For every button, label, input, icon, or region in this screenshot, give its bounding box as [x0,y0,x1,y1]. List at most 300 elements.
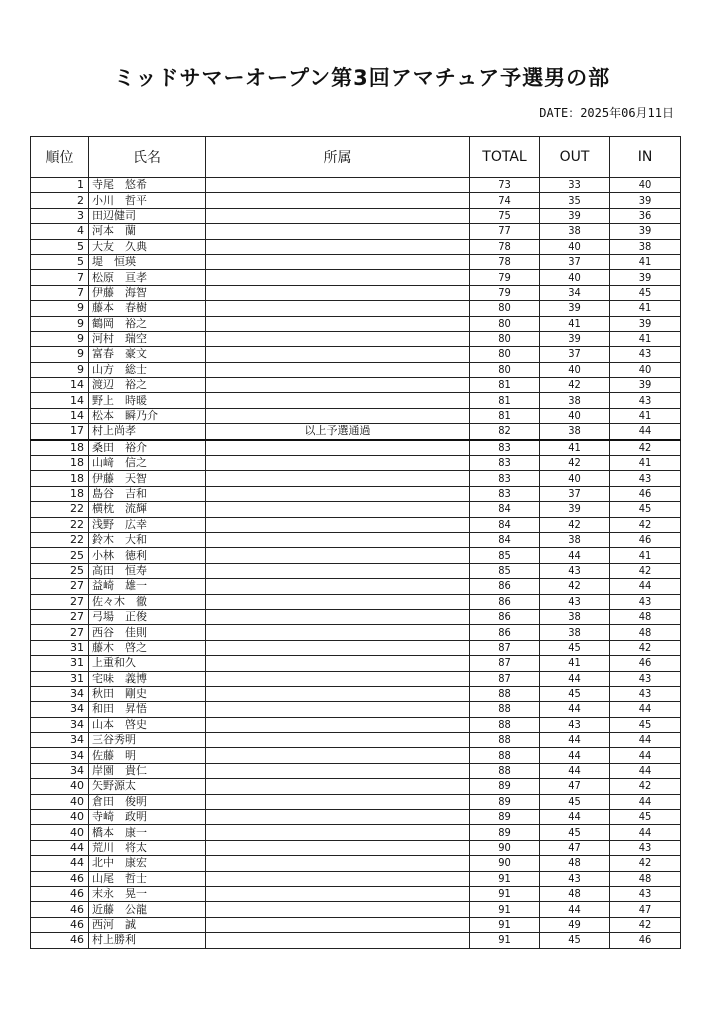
in-cell: 43 [610,686,681,701]
table-row [31,702,681,717]
rank-cell: 46 [31,933,89,948]
in-cell: 42 [610,917,681,932]
affiliation-cell [206,902,470,917]
in-cell: 41 [610,548,681,563]
rank-cell: 34 [31,763,89,778]
out-cell: 44 [540,810,610,825]
table-row [31,871,681,886]
in-cell: 47 [610,902,681,917]
name-cell: 野上 時暖 [89,393,206,408]
total-cell: 89 [470,794,540,809]
out-cell: 39 [540,331,610,346]
name-cell: 富春 豪文 [89,347,206,362]
name-cell: 浅野 広幸 [89,517,206,532]
table-row [31,563,681,578]
header-rank: 順位 [31,137,89,178]
table-row [31,548,681,563]
out-cell: 41 [540,316,610,331]
name-cell: 寺崎 政明 [89,810,206,825]
rank-cell: 9 [31,316,89,331]
out-cell: 35 [540,193,610,208]
total-cell: 87 [470,671,540,686]
affiliation-cell [206,640,470,655]
table-row [31,933,681,948]
out-cell: 33 [540,178,610,193]
in-cell: 42 [610,779,681,794]
out-cell: 43 [540,717,610,732]
out-cell: 39 [540,301,610,316]
table-row [31,640,681,655]
rank-cell: 18 [31,440,89,456]
name-cell: 横枕 流輝 [89,502,206,517]
affiliation-cell [206,810,470,825]
total-cell: 83 [470,456,540,471]
in-cell: 39 [610,378,681,393]
rank-cell: 46 [31,917,89,932]
total-cell: 80 [470,331,540,346]
name-cell: 山本 啓史 [89,717,206,732]
affiliation-cell [206,748,470,763]
total-cell: 74 [470,193,540,208]
name-cell: 鶴岡 裕之 [89,316,206,331]
total-cell: 83 [470,486,540,501]
total-cell: 91 [470,886,540,901]
table-row [31,301,681,316]
in-cell: 40 [610,362,681,377]
rank-cell: 18 [31,471,89,486]
affiliation-cell [206,502,470,517]
out-cell: 42 [540,579,610,594]
total-cell: 86 [470,625,540,640]
total-cell: 89 [470,825,540,840]
in-cell: 45 [610,717,681,732]
table-row [31,717,681,732]
name-cell: 伊藤 天智 [89,471,206,486]
name-cell: 村上勝利 [89,933,206,948]
total-cell: 83 [470,440,540,456]
header-total: TOTAL [470,137,540,178]
affiliation-cell [206,794,470,809]
out-cell: 42 [540,517,610,532]
rank-cell: 34 [31,748,89,763]
affiliation-cell [206,686,470,701]
rank-cell: 9 [31,362,89,377]
out-cell: 49 [540,917,610,932]
rank-cell: 31 [31,656,89,671]
affiliation-cell [206,825,470,840]
affiliation-cell [206,270,470,285]
table-row [31,486,681,501]
in-cell: 39 [610,316,681,331]
affiliation-cell [206,316,470,331]
table-row [31,686,681,701]
rank-cell: 1 [31,178,89,193]
table-row [31,331,681,346]
affiliation-cell [206,625,470,640]
total-cell: 78 [470,254,540,269]
affiliation-cell [206,733,470,748]
affiliation-cell [206,871,470,886]
name-cell: 橋本 康一 [89,825,206,840]
in-cell: 40 [610,178,681,193]
in-cell: 41 [610,456,681,471]
name-cell: 大友 久典 [89,239,206,254]
rank-cell: 34 [31,717,89,732]
in-cell: 42 [610,856,681,871]
total-cell: 86 [470,579,540,594]
total-cell: 91 [470,917,540,932]
table-header-row [31,137,681,178]
out-cell: 40 [540,408,610,423]
out-cell: 42 [540,378,610,393]
in-cell: 46 [610,532,681,547]
total-cell: 85 [470,563,540,578]
name-cell: 渡辺 裕之 [89,378,206,393]
table-row [31,208,681,223]
table-row [31,825,681,840]
in-cell: 46 [610,486,681,501]
table-row [31,733,681,748]
total-cell: 79 [470,285,540,300]
out-cell: 42 [540,456,610,471]
name-cell: 西河 誠 [89,917,206,932]
rank-cell: 5 [31,254,89,269]
name-cell: 近藤 公龍 [89,902,206,917]
total-cell: 81 [470,408,540,423]
name-cell: 松原 亘孝 [89,270,206,285]
in-cell: 44 [610,763,681,778]
affiliation-cell [206,408,470,423]
affiliation-cell [206,532,470,547]
name-cell: 寺尾 悠希 [89,178,206,193]
total-cell: 80 [470,362,540,377]
affiliation-cell [206,548,470,563]
affiliation-cell [206,239,470,254]
total-cell: 87 [470,640,540,655]
table-row [31,594,681,609]
out-cell: 38 [540,532,610,547]
name-cell: 小川 哲平 [89,193,206,208]
in-cell: 43 [610,840,681,855]
out-cell: 39 [540,208,610,223]
affiliation-cell [206,779,470,794]
rank-cell: 40 [31,794,89,809]
total-cell: 89 [470,779,540,794]
in-cell: 41 [610,408,681,423]
total-cell: 90 [470,840,540,855]
rank-cell: 14 [31,408,89,423]
in-cell: 43 [610,393,681,408]
out-cell: 45 [540,686,610,701]
affiliation-cell [206,933,470,948]
total-cell: 88 [470,763,540,778]
header-name: 氏名 [89,137,206,178]
table-row [31,532,681,547]
in-cell: 41 [610,254,681,269]
affiliation-cell [206,702,470,717]
table-row [31,378,681,393]
name-cell: 高田 恒寿 [89,563,206,578]
total-cell: 81 [470,393,540,408]
total-cell: 91 [470,933,540,948]
table-row [31,779,681,794]
name-cell: 村上尚孝 [89,424,206,440]
rank-cell: 14 [31,393,89,408]
in-cell: 42 [610,563,681,578]
out-cell: 44 [540,702,610,717]
total-cell: 79 [470,270,540,285]
total-cell: 86 [470,609,540,624]
name-cell: 山﨑 信之 [89,456,206,471]
total-cell: 84 [470,502,540,517]
in-cell: 48 [610,625,681,640]
name-cell: 佐々木 徹 [89,594,206,609]
rank-cell: 4 [31,224,89,239]
header-out: OUT [540,137,610,178]
out-cell: 38 [540,609,610,624]
total-cell: 80 [470,301,540,316]
total-cell: 88 [470,733,540,748]
rank-cell: 46 [31,871,89,886]
total-cell: 82 [470,424,540,440]
name-cell: 倉田 俊明 [89,794,206,809]
out-cell: 41 [540,440,610,456]
in-cell: 41 [610,331,681,346]
in-cell: 43 [610,471,681,486]
rank-cell: 31 [31,640,89,655]
table-row [31,671,681,686]
out-cell: 44 [540,548,610,563]
header-in: IN [610,137,681,178]
in-cell: 44 [610,702,681,717]
rank-cell: 7 [31,270,89,285]
rank-cell: 9 [31,331,89,346]
affiliation-cell [206,763,470,778]
name-cell: 藤木 啓之 [89,640,206,655]
rank-cell: 27 [31,609,89,624]
in-cell: 42 [610,640,681,655]
table-row [31,424,681,440]
affiliation-cell: 以上予選通過 [206,424,470,440]
in-cell: 43 [610,347,681,362]
in-cell: 45 [610,285,681,300]
table-row [31,810,681,825]
out-cell: 38 [540,224,610,239]
name-cell: 宅味 義博 [89,671,206,686]
affiliation-cell [206,563,470,578]
rank-cell: 9 [31,301,89,316]
out-cell: 37 [540,347,610,362]
table-body [31,178,681,949]
total-cell: 86 [470,594,540,609]
name-cell: 末永 晃一 [89,886,206,901]
affiliation-cell [206,208,470,223]
total-cell: 78 [470,239,540,254]
name-cell: 松本 瞬乃介 [89,408,206,423]
rank-cell: 18 [31,486,89,501]
out-cell: 37 [540,254,610,269]
in-cell: 48 [610,871,681,886]
in-cell: 38 [610,239,681,254]
rank-cell: 22 [31,502,89,517]
in-cell: 45 [610,810,681,825]
rank-cell: 7 [31,285,89,300]
rank-cell: 27 [31,594,89,609]
total-cell: 81 [470,378,540,393]
name-cell: 益崎 雄一 [89,579,206,594]
total-cell: 80 [470,347,540,362]
out-cell: 38 [540,424,610,440]
out-cell: 47 [540,779,610,794]
total-cell: 84 [470,517,540,532]
affiliation-cell [206,517,470,532]
affiliation-cell [206,254,470,269]
out-cell: 45 [540,794,610,809]
affiliation-cell [206,456,470,471]
rank-cell: 27 [31,625,89,640]
name-cell: 河村 瑞空 [89,331,206,346]
in-cell: 43 [610,886,681,901]
in-cell: 43 [610,594,681,609]
in-cell: 46 [610,656,681,671]
affiliation-cell [206,362,470,377]
rank-cell: 46 [31,902,89,917]
total-cell: 85 [470,548,540,563]
out-cell: 37 [540,486,610,501]
rank-cell: 40 [31,810,89,825]
rank-cell: 5 [31,239,89,254]
table-row [31,794,681,809]
table-row [31,347,681,362]
out-cell: 44 [540,671,610,686]
total-cell: 80 [470,316,540,331]
date-label: DATE：2025年06月11日 [539,106,674,120]
affiliation-cell [206,840,470,855]
table-row [31,239,681,254]
total-cell: 88 [470,702,540,717]
name-cell: 鈴木 大和 [89,532,206,547]
out-cell: 45 [540,933,610,948]
total-cell: 88 [470,717,540,732]
in-cell: 44 [610,579,681,594]
in-cell: 42 [610,517,681,532]
out-cell: 45 [540,825,610,840]
out-cell: 40 [540,270,610,285]
name-cell: 佐藤 明 [89,748,206,763]
rank-cell: 22 [31,532,89,547]
rank-cell: 31 [31,671,89,686]
name-cell: 河本 蘭 [89,224,206,239]
table-row [31,254,681,269]
out-cell: 41 [540,656,610,671]
out-cell: 47 [540,840,610,855]
table-row [31,224,681,239]
in-cell: 44 [610,733,681,748]
affiliation-cell [206,224,470,239]
total-cell: 87 [470,656,540,671]
affiliation-cell [206,471,470,486]
table-row [31,748,681,763]
total-cell: 91 [470,871,540,886]
table-row [31,517,681,532]
affiliation-cell [206,440,470,456]
results-table [30,136,681,949]
table-row [31,902,681,917]
rank-cell: 27 [31,579,89,594]
out-cell: 34 [540,285,610,300]
out-cell: 43 [540,871,610,886]
affiliation-cell [206,656,470,671]
total-cell: 88 [470,686,540,701]
rank-cell: 22 [31,517,89,532]
in-cell: 44 [610,794,681,809]
table-row [31,285,681,300]
table-row [31,408,681,423]
out-cell: 44 [540,902,610,917]
rank-cell: 9 [31,347,89,362]
affiliation-cell [206,671,470,686]
table-row [31,393,681,408]
name-cell: 和田 昇悟 [89,702,206,717]
table-row [31,886,681,901]
table-row [31,316,681,331]
table-row [31,609,681,624]
out-cell: 40 [540,471,610,486]
total-cell: 88 [470,748,540,763]
table-row [31,362,681,377]
affiliation-cell [206,301,470,316]
total-cell: 73 [470,178,540,193]
out-cell: 44 [540,748,610,763]
table-row [31,917,681,932]
total-cell: 89 [470,810,540,825]
affiliation-cell [206,347,470,362]
affiliation-cell [206,378,470,393]
name-cell: 秋田 剛史 [89,686,206,701]
affiliation-cell [206,178,470,193]
affiliation-cell [206,579,470,594]
in-cell: 44 [610,748,681,763]
header-affiliation: 所属 [206,137,470,178]
in-cell: 42 [610,440,681,456]
rank-cell: 25 [31,563,89,578]
name-cell: 藤本 春樹 [89,301,206,316]
table-row [31,471,681,486]
table-row [31,625,681,640]
affiliation-cell [206,193,470,208]
rank-cell: 17 [31,424,89,440]
table-row [31,178,681,193]
table-row [31,840,681,855]
name-cell: 田辺健司 [89,208,206,223]
name-cell: 伊藤 海智 [89,285,206,300]
affiliation-cell [206,886,470,901]
affiliation-cell [206,594,470,609]
total-cell: 91 [470,902,540,917]
out-cell: 38 [540,393,610,408]
out-cell: 44 [540,763,610,778]
affiliation-cell [206,717,470,732]
name-cell: 山方 総士 [89,362,206,377]
in-cell: 39 [610,224,681,239]
name-cell: 山尾 哲士 [89,871,206,886]
name-cell: 三谷秀明 [89,733,206,748]
rank-cell: 34 [31,733,89,748]
affiliation-cell [206,856,470,871]
affiliation-cell [206,609,470,624]
name-cell: 北中 康宏 [89,856,206,871]
table-row [31,502,681,517]
